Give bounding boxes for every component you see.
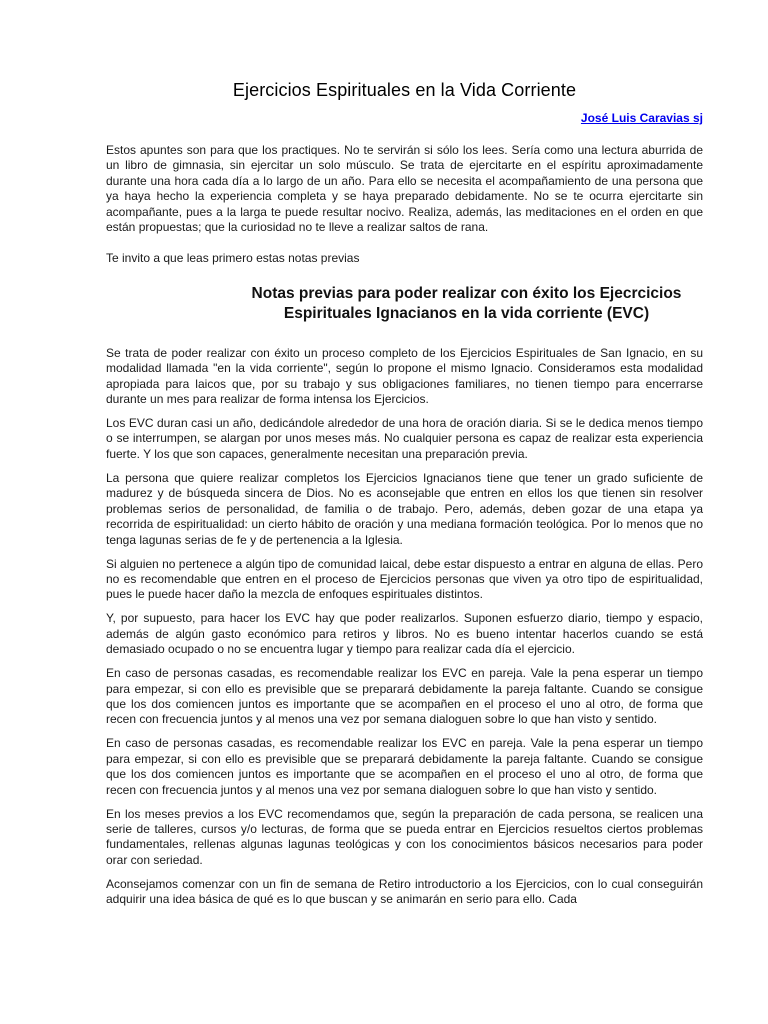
document-title: Ejercicios Espirituales en la Vida Corriente [232,80,577,100]
body-paragraph: Aconsejamos comenzar con un fin de semana de Retiro introductorio a los Ejercicios, con lo cual conseguirán adquirir una idea básica de qué es lo que buscan y se animarán en serio para ello. Cada [106,876,703,907]
body-paragraph: Si alguien no pertenece a algún tipo de comunidad laical, debe estar dispuesto a entrar en alguna de ellas. Pero no es recomendable que entren en el proceso de Ejercicios personas que viven ya otro tipo de espiritualidad, pues le puede hacer daño la mezcla de enfoques espirituales distintos. [106,556,703,602]
body-paragraph: La persona que quiere realizar completos los Ejercicios Ignacianos tiene que tener un grado suficiente de madurez y de búsqueda sincera de Dios. No es aconsejable que entren en ellos los que tienen sin resolver problemas serios de personalidad, de familia o de trabajo. Pero, además, deben gozar de una etapa ya recorrida de espiritualidad: un cierto hábito de oración y una mediana formación teológica. Por lo menos que no tenga lagunas serias de fe y de pertenencia a la Iglesia. [106,470,703,547]
body-paragraph: En caso de personas casadas, es recomendable realizar los EVC en pareja. Vale la pena esperar un tiempo para empezar, si con ello es previsible que se preparará debidamente la pareja faltante. Cuando se consigue que los dos comiencen juntos es importante que se acompañen en el proceso el uno al otro, de forma que recen con frecuencia juntos y al menos una vez por semana dialoguen sobre lo que han visto y sentido. [106,736,703,797]
author-link[interactable]: José Luis Caravias sj [580,111,703,125]
body-paragraphs [106,346,703,908]
author-row [106,110,703,126]
invite-paragraph: Te invito a que leas primero estas notas previas [106,251,360,266]
body-paragraph: En caso de personas casadas, es recomendable realizar los EVC en pareja. Vale la pena esperar un tiempo para empezar, si con ello es previsible que se preparará debidamente la pareja faltante. Cuando se consigue que los dos comiencen juntos es importante que se acompañen en el proceso el uno al otro, de forma que recen con frecuencia juntos y al menos una vez por semana dialoguen sobre lo que han visto y sentido. [106,666,703,727]
body-paragraph: En los meses previos a los EVC recomendamos que, según la preparación de cada persona, se realicen una serie de talleres, cursos y/o lecturas, de forma que se pueda entrar en Ejercicios resueltos ciertos problemas fundamentales, rellenas algunas lagunas teológicas y con los conocimientos básicos necesarios para poder orar con seriedad. [106,806,703,867]
document-content [106,78,703,916]
section-title: Notas previas para poder realizar con éxito los Ejecrcicios Espirituales Ignacianos en la vida corriente (EVC) [251,284,682,322]
body-paragraph: Se trata de poder realizar con éxito un proceso completo de los Ejercicios Espirituales de San Ignacio, en su modalidad llamada "en la vida corriente", según lo propone el mismo Ignacio. Consideramos esta modalidad apropiada para laicos que, por su trabajo y sus obligaciones familiares, no tienen tiempo para encerrarse durante un mes para realizar de forma intensa los Ejercicios. [106,345,703,407]
body-paragraph: Y, por supuesto, para hacer los EVC hay que poder realizarlos. Suponen esfuerzo diario, tiempo y espacio, además de algún gasto económico para retiros y libros. No es bueno intentar hacerlos cuando se está demasiado ocupado o no se encuentra lugar y tiempo para realizar cada día el ejercicio. [106,611,703,657]
intro-paragraph: Estos apuntes son para que los practiques. No te servirán si sólo los lees. Sería como una lectura aburrida de un libro de gimnasia, sin ejercitar un solo músculo. Se trata de ejercitarte en el espíritu aproximadamente durante una hora cada día a lo largo de un año. Para ello se necesita el acompañamiento de una persona que ya haya hecho la experiencia completa y se haya preparado debidamente. No se te ocurra ejercitarte sin acompañante, pues a la larga te puede resultar nocivo. Realiza, además, las meditaciones en el orden en que están propuestas; que la curiosidad no te lleve a realizar saltos de rana. [106,143,703,235]
body-paragraph: Los EVC duran casi un año, dedicándole alrededor de una hora de oración diaria. Si se le dedica menos tiempo o se interrumpen, se alargan por unos meses más. No cualquier persona es capaz de realizar esta experiencia fuerte. Y los que son capaces, generalmente necesitan una preparación previa. [106,416,703,461]
